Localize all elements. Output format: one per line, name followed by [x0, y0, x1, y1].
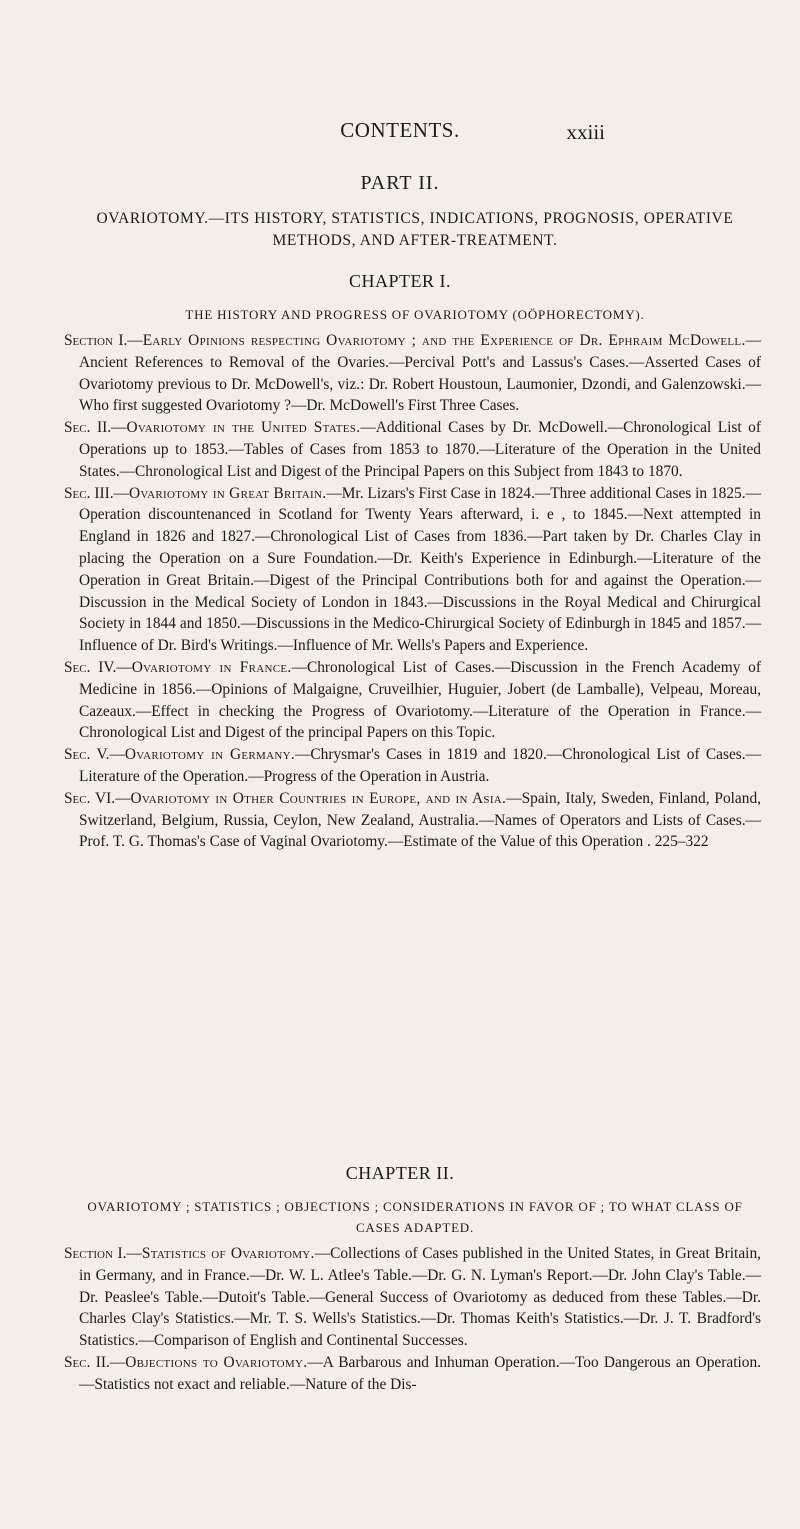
section-text: —Mr. Lizars's First Case in 1824.—Three additional Cases in 1825.—Operation discountenanced in Scotland for Twenty Years afterward, i. e , to 1845.—Next attempted in England in 1826 and 1827.—Chronological List of Cases from 1836.—Part taken by Dr. Charles Clay in placing the Operation on a Sure Foundation.—Dr. Keith's Experience in Edinburgh.—Literature of the Operation in Great Britain.—Digest of the Principal Contributions both for and against the Operation.—Discussion in the Medical Society of London in 1843.—Discussions in the Royal Medical and Chirurgical Society in 1844 and 1850.—Discussions in the Medico-Chirurgical Society of Edinburgh in 1845 and 1857.—Influence of Dr. Bird's Writings.—Influence of Mr. Wells's Papers and Experience. [79, 484, 761, 655]
chapter-1-heading: CHAPTER I. [348, 271, 451, 291]
page-number: xxiii [566, 120, 605, 144]
section-entry [64, 788, 761, 853]
section-label: Sec. IV.— [64, 658, 132, 676]
section-label: Sec. V.— [64, 746, 125, 764]
section-title: Ovariotomy in Other Countries in Europe, and in Asia. [130, 789, 507, 807]
section-entry [64, 1352, 761, 1396]
chapter-2-subheading: OVARIOTOMY ; STATISTICS ; OBJECTIONS ; CONSIDERATIONS IN FAVOR OF ; TO WHAT CLASS OF CASES ADAPTED. [87, 1199, 743, 1235]
section-label: Sec. III.— [64, 484, 129, 502]
section-entry [64, 483, 761, 657]
section-text: —Additional Cases by Dr. McDowell.—Chronological List of Operations up to 1853.—Tables of Cases from 1853 to 1870.—Literature of the Operation in the United States.—Chronological List and Digest of the Principal Papers on this Subject from 1843 to 1870. [79, 419, 761, 480]
section-title: Ovariotomy in the United States. [126, 419, 361, 437]
section-label: Sec. II.— [64, 1353, 126, 1371]
section-title: Objections to Ovariotomy. [125, 1353, 308, 1371]
section-entry [64, 1243, 761, 1352]
chapter-1-subheading: THE HISTORY AND PROGRESS OF OVARIOTOMY (OÖPHORECTOMY). [185, 307, 645, 322]
section-entry [64, 657, 761, 744]
section-text: —A Barbarous and Inhuman Operation.—Too Dangerous an Operation.—Statistics not exact and reliable.—Nature of the Dis- [79, 1353, 761, 1393]
section-label: Sec. VI.— [64, 789, 131, 807]
section-label: Section I.— [64, 1245, 142, 1262]
section-text: —Chrysmar's Cases in 1819 and 1820.—Chronological List of Cases.—Literature of the Operation.—Progress of the Operation in Austria. [79, 746, 762, 785]
section-title: Ovariotomy in Great Britain. [128, 484, 327, 502]
chapter-2-sections [64, 1243, 761, 1396]
running-title: CONTENTS. [340, 118, 460, 142]
page-range: . 225–322 [647, 833, 709, 851]
section-title: Ovariotomy in France. [131, 658, 292, 676]
section-text: —Collections of Cases published in the United States, in Great Britain, in Germany, and in France.—Dr. W. L. Atlee's Table.—Dr. G. N. Lyman's Report.—Dr. John Clay's Table.—Dr. Peaslee's Table.—Dutoit's Table.—General Success of Ovariotomy as deduced from these Tables.—Dr. Charles Clay's Statistics.—Mr. T. S. Wells's Statistics.—Dr. Thomas Keith's Statistics.—Dr. J. T. Bradford's Statistics.—Comparison of English and Continental Successes. [79, 1245, 761, 1350]
section-title: Statistics of Ovariotomy. [141, 1245, 315, 1262]
section-title: Ovariotomy in Germany. [124, 746, 295, 764]
part-subtitle: OVARIOTOMY.—ITS HISTORY, STATISTICS, INDICATIONS, PROGNOSIS, OPERATIVE METHODS, AND AFTER-TREATMENT. [96, 210, 734, 249]
chapter-2-heading: CHAPTER II. [345, 1163, 455, 1183]
running-head [0, 118, 800, 148]
chapter-1-sections [64, 330, 761, 853]
section-text: —Chronological List of Cases.—Discussion in the French Academy of Medicine in 1856.—Opinions of Malgaigne, Cruveilhier, Huguier, Jobert (de Lamballe), Velpeau, Moreau, Cazeaux.—Effect in checking the Progress of Ovariotomy.—Literature of the Operation in France.—Chronological List and Digest of the principal Papers on this Topic. [79, 658, 761, 742]
part-title: PART II. [360, 172, 440, 194]
section-title: Early Opinions respecting Ovariotomy ; and the Experience of Dr. Ephraim McDowell. [142, 332, 746, 349]
section-entry [64, 417, 761, 482]
section-entry [64, 330, 761, 417]
section-label: Sec. II.— [64, 419, 127, 437]
section-label: Section I.— [64, 332, 143, 349]
section-entry [64, 744, 761, 788]
section-text: —Ancient References to Removal of the Ovaries.—Percival Pott's and Lassus's Cases.—Asserted Cases of Ovariotomy previous to Dr. McDowell's, viz.: Dr. Robert Houstoun, Laumonier, Dzondi, and Galenzowski.—Who first suggested Ovariotomy ?—Dr. McDowell's First Three Cases. [79, 332, 761, 415]
section-text: —Spain, Italy, Sweden, Finland, Poland, Switzerland, Belgium, Russia, Ceylon, New Zealand, Australia.—Names of Operators and Lists of Cases.—Prof. T. G. Thomas's Case of Vaginal Ovariotomy.—Estimate of the Value of this Operation [79, 789, 761, 851]
